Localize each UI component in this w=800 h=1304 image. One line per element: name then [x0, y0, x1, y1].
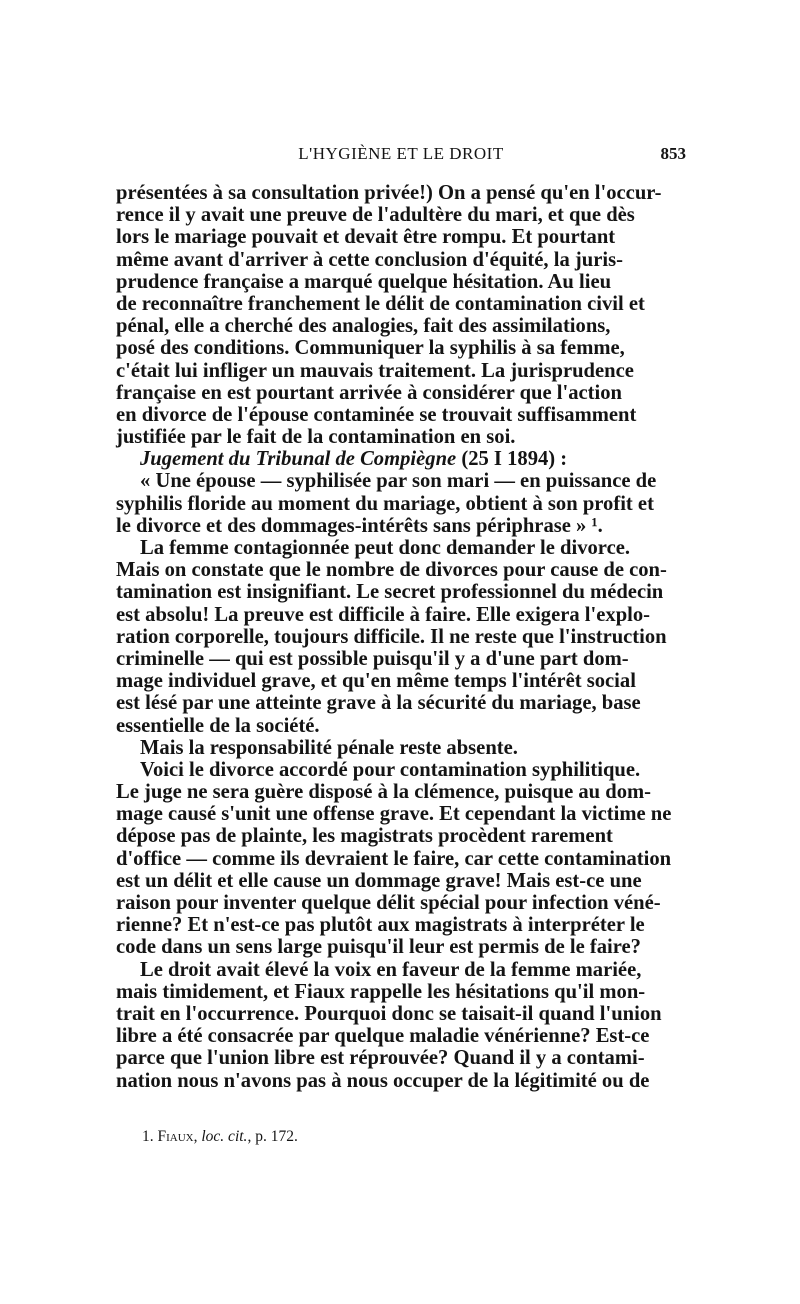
text-line: est absolu! La preuve est difficile à faire. Elle exigera l'explo- [116, 603, 651, 626]
text-line: dépose pas de plainte, les magistrats procèdent rarement [116, 825, 613, 848]
text-line: d'office — comme ils devraient le faire, car cette contamination [116, 847, 672, 870]
text-line: syphilis floride au moment du mariage, obtient à son profit et [116, 492, 654, 515]
text-line: française en est pourtant arrivée à considérer que l'action [116, 381, 622, 404]
footnote-marker: ¹. [586, 514, 603, 537]
text-line-citation [116, 448, 686, 470]
text-line: lors le mariage pouvait et devait être rompu. Et pourtant [116, 226, 616, 249]
text-line: justifiée par le fait de la contamination en soi. [116, 426, 516, 449]
text-line: code dans un sens large puisqu'il leur est permis de le faire? [116, 936, 641, 959]
text-line: rienne? Et n'est-ce pas plutôt aux magistrats à interpréter le [116, 914, 645, 937]
text-line: rence il y avait une preuve de l'adultère du mari, et que dès [116, 204, 635, 227]
text-line: pénal, elle a cherché des analogies, fait des assimilations, [116, 315, 611, 338]
text-line: Mais on constate que le nombre de divorces pour cause de con- [116, 559, 667, 582]
text-line: est lésé par une atteinte grave à la sécurité du mariage, base [116, 692, 641, 715]
text-line: « Une épouse — syphilisée par son mari — en puissance de [140, 470, 657, 493]
text-line: Le juge ne sera guère disposé à la clémence, puisque au dom- [116, 781, 652, 804]
running-title: L'HYGIÈNE ET LE DROIT [298, 144, 504, 163]
text-line: La femme contagionnée peut donc demander le divorce. [140, 537, 631, 559]
text-line: tamination est insignifiant. Le secret professionnel du médecin [116, 581, 664, 604]
text-line: présentées à sa consultation privée!) On a pensé qu'en l'occur- [116, 182, 662, 204]
text-line: de reconnaître franchement le délit de contamination civil et [116, 292, 645, 315]
text-line: Le droit avait élevé la voix en faveur de la femme mariée, [140, 958, 642, 981]
text-line: Voici le divorce accordé pour contamination syphilitique. [140, 758, 641, 781]
citation-title: Jugement du Tribunal de Compiègne [140, 448, 457, 471]
text-line: en divorce de l'épouse contaminée se trouvait suffisamment [116, 403, 637, 426]
text-line: nation nous n'avons pas à nous occuper de la légitimité ou de [116, 1069, 650, 1092]
text-line: mais timidement, et Fiaux rappelle les hésitations qu'il mon- [116, 980, 646, 1003]
text-line: parce que l'union libre est réprouvée? Quand il y a contami- [116, 1047, 645, 1070]
text-line: ration corporelle, toujours difficile. Il ne reste que l'instruction [116, 625, 667, 648]
citation-date: (25 I 1894) : [456, 448, 568, 471]
text-line: trait en l'occurrence. Pourquoi donc se taisait-il quand l'union [116, 1002, 662, 1025]
page-header [116, 144, 686, 170]
text-line: raison pour inventer quelque délit spécial pour infection véné- [116, 892, 661, 914]
text-line: même avant d'arriver à cette conclusion d'équité, la juris- [116, 248, 623, 271]
text-line: criminelle — qui est possible puisqu'il y a d'une part dom- [116, 647, 629, 670]
footnote-ref: loc. cit. [201, 1128, 248, 1145]
footnote-number: 1. [142, 1128, 154, 1145]
footnote-page: , p. 172. [247, 1128, 298, 1145]
text-line: prudence française a marqué quelque hésitation. Au lieu [116, 270, 612, 293]
text-line: Mais la responsabilité pénale reste absente. [140, 736, 518, 759]
text-line: c'était lui infliger un mauvais traitement. La jurisprudence [116, 359, 634, 382]
text-line-quote-end [116, 515, 686, 537]
text-line: essentielle de la société. [116, 714, 320, 737]
text-line: libre a été consacrée par quelque maladie vénérienne? Est-ce [116, 1025, 650, 1048]
page-number: 853 [660, 144, 686, 163]
footnote-author: Fiaux [157, 1128, 194, 1145]
text-line: est un délit et elle cause un dommage grave! Mais est-ce une [116, 869, 642, 892]
text-line: mage causé s'unit une offense grave. Et cependant la victime ne [116, 803, 672, 826]
body-text [116, 182, 686, 1092]
footnote [142, 1128, 298, 1146]
text-line: mage individuel grave, et qu'en même temps l'intérêt social [116, 670, 636, 693]
text-line: posé des conditions. Communiquer la syphilis à sa femme, [116, 337, 625, 360]
footnote-separator: , [193, 1128, 202, 1145]
quote-text: le divorce et des dommages-intérêts sans périphrase » [116, 514, 587, 537]
